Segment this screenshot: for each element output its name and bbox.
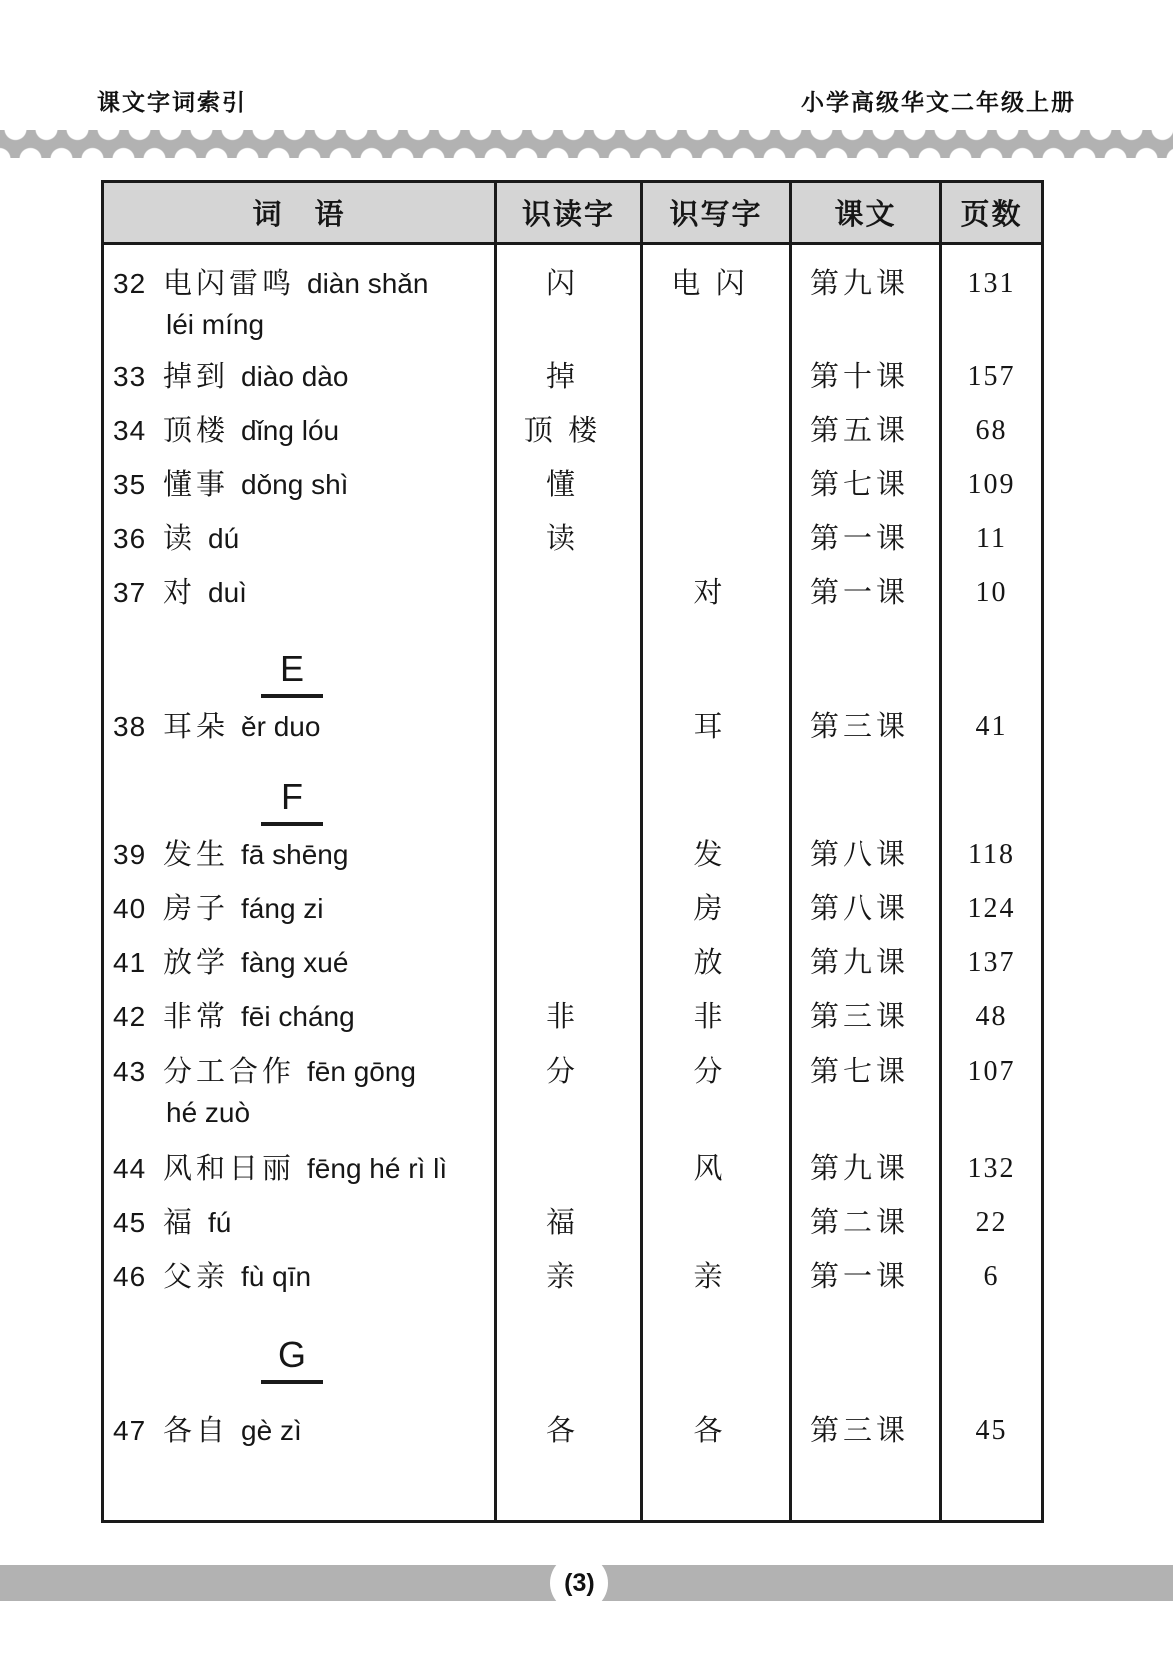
page-number-cell: 11 [939, 512, 1041, 566]
word-pinyin: fáng zi [241, 893, 324, 924]
section-header-g [104, 1304, 1041, 1404]
empty-cell [789, 620, 939, 700]
table-row [104, 1404, 1041, 1458]
row-number: 40 [113, 893, 147, 924]
table-row [104, 882, 1041, 936]
section-cell [104, 754, 494, 828]
header-right-title: 小学高级华文二年级上册 [801, 89, 1076, 115]
row-number: 44 [113, 1153, 147, 1184]
page-number-cell: 41 [939, 700, 1041, 754]
read-char-cell: 闪 [494, 245, 628, 350]
read-char-cell: 顶 楼 [494, 404, 628, 458]
empty-cell [789, 1304, 939, 1404]
word-cell [104, 458, 494, 512]
row-number: 42 [113, 1001, 147, 1032]
section-underline [261, 822, 323, 826]
section-header-e [104, 620, 1041, 700]
word-cell [104, 404, 494, 458]
page-footer-band [0, 1565, 1173, 1601]
section-letter: E [279, 648, 304, 689]
lesson-cell: 第一课 [789, 512, 927, 566]
write-char-cell: 非 [640, 990, 777, 1044]
word-line1 [113, 1054, 494, 1095]
section-header-f [104, 754, 1041, 828]
read-char-cell: 懂 [494, 458, 628, 512]
lesson-cell: 第九课 [789, 1142, 927, 1196]
word-pinyin: dǒng shì [241, 469, 349, 500]
word-chinese: 发生 [163, 839, 230, 871]
col-header-write: 识写字 [640, 183, 789, 242]
word-pinyin: diàn shǎn [307, 268, 429, 299]
read-char-cell: 掉 [494, 350, 628, 404]
empty-cell [640, 754, 789, 828]
empty-cell [494, 1304, 640, 1404]
row-number: 43 [113, 1056, 147, 1087]
page-number-cell: 68 [939, 404, 1041, 458]
row-number: 32 [113, 268, 147, 299]
write-char-cell: 对 [640, 566, 777, 620]
section-block [261, 1334, 323, 1404]
lesson-cell: 第八课 [789, 828, 927, 882]
row-number: 33 [113, 361, 147, 392]
section-underline [261, 1380, 323, 1384]
table-body [104, 245, 1041, 1520]
write-char-cell: 耳 [640, 700, 777, 754]
read-char-cell [494, 882, 628, 936]
empty-cell [494, 1458, 640, 1520]
table-row [104, 1196, 1041, 1250]
page-number-cell: 124 [939, 882, 1041, 936]
word-cell [104, 936, 494, 990]
word-line1 [113, 266, 494, 307]
page-number-cell: 45 [939, 1404, 1041, 1458]
word-pinyin: dǐng lóu [241, 415, 340, 446]
word-pinyin: fù qīn [241, 1261, 312, 1292]
read-char-cell: 各 [494, 1404, 628, 1458]
read-char-cell: 福 [494, 1196, 628, 1250]
write-char-cell [640, 458, 777, 512]
word-cell [104, 1044, 494, 1142]
index-table [101, 180, 1044, 1523]
table-row [104, 1044, 1041, 1142]
page-number-cell: 10 [939, 566, 1041, 620]
lesson-cell: 第五课 [789, 404, 927, 458]
section-letter: F [281, 776, 303, 817]
word-pinyin: ěr duo [241, 711, 321, 742]
word-pinyin-line2: léi míng [166, 309, 265, 340]
write-char-cell: 分 [640, 1044, 777, 1142]
lesson-cell: 第八课 [789, 882, 927, 936]
empty-cell [789, 1458, 939, 1520]
word-cell [104, 882, 494, 936]
table-row [104, 828, 1041, 882]
page-number-cell: 6 [939, 1250, 1041, 1304]
write-char-cell [640, 512, 777, 566]
word-cell [104, 990, 494, 1044]
table-row [104, 990, 1041, 1044]
page-number-cell: 118 [939, 828, 1041, 882]
row-number: 46 [113, 1261, 147, 1292]
empty-cell [494, 754, 640, 828]
empty-cell [939, 1304, 1041, 1404]
word-pinyin: fàng xué [241, 947, 349, 978]
read-char-cell: 非 [494, 990, 628, 1044]
lesson-cell: 第七课 [789, 458, 927, 512]
empty-cell [640, 1458, 789, 1520]
word-chinese: 掉到 [163, 361, 230, 393]
word-chinese: 读 [163, 523, 197, 555]
page-number-cell: 131 [939, 245, 1041, 350]
table-row [104, 404, 1041, 458]
word-cell [104, 245, 494, 350]
section-cell [104, 1304, 494, 1404]
page-number-cell: 132 [939, 1142, 1041, 1196]
row-number: 39 [113, 839, 147, 870]
section-cell [104, 620, 494, 700]
word-pinyin-line2: hé zuò [166, 1097, 251, 1128]
write-char-cell [640, 404, 777, 458]
lesson-cell: 第九课 [789, 245, 927, 350]
row-number: 36 [113, 523, 147, 554]
lesson-cell: 第一课 [789, 566, 927, 620]
section-block [261, 776, 323, 828]
empty-cell [939, 620, 1041, 700]
row-number: 45 [113, 1207, 147, 1238]
table-row [104, 458, 1041, 512]
empty-cell [104, 1458, 494, 1520]
col-header-word: 词 语 [252, 199, 346, 231]
word-cell [104, 700, 494, 754]
word-pinyin: fēng hé rì lì [307, 1153, 448, 1184]
read-char-cell: 分 [494, 1044, 628, 1142]
word-chinese: 顶楼 [163, 415, 230, 447]
write-char-cell [640, 1196, 777, 1250]
word-cell [104, 566, 494, 620]
col-header-read: 识读字 [494, 183, 640, 242]
word-chinese: 懂事 [163, 469, 230, 501]
col-header-lesson: 课文 [789, 183, 939, 242]
write-char-cell: 亲 [640, 1250, 777, 1304]
lesson-cell: 第十课 [789, 350, 927, 404]
lesson-cell: 第九课 [789, 936, 927, 990]
table-row [104, 1250, 1041, 1304]
word-chinese: 福 [163, 1207, 197, 1239]
word-chinese: 房子 [163, 893, 230, 925]
word-chinese: 耳朵 [163, 711, 230, 743]
word-chinese: 对 [163, 577, 197, 609]
word-pinyin: fēn gōng [307, 1056, 417, 1087]
write-char-cell: 风 [640, 1142, 777, 1196]
table-row [104, 245, 1041, 350]
lesson-cell: 第二课 [789, 1196, 927, 1250]
row-number: 41 [113, 947, 147, 978]
lesson-cell: 第七课 [789, 1044, 927, 1142]
word-pinyin: gè zì [241, 1415, 302, 1446]
page-number-cell: 109 [939, 458, 1041, 512]
empty-cell [640, 1304, 789, 1404]
write-char-cell: 电 闪 [640, 245, 777, 350]
word-chinese: 非常 [163, 1001, 230, 1033]
footer-page-number: (3) [564, 1568, 595, 1597]
col-header-page: 页数 [939, 183, 1041, 242]
word-chinese: 各自 [163, 1415, 230, 1447]
table-row [104, 512, 1041, 566]
word-chinese: 风和日丽 [163, 1153, 296, 1185]
empty-cell [789, 754, 939, 828]
page-number-cell: 157 [939, 350, 1041, 404]
page-number-cell: 107 [939, 1044, 1041, 1142]
row-number: 38 [113, 711, 147, 742]
decorative-band [0, 130, 1173, 158]
lesson-cell: 第三课 [789, 990, 927, 1044]
write-char-cell: 放 [640, 936, 777, 990]
empty-cell [640, 620, 789, 700]
section-underline [261, 694, 323, 698]
section-letter: G [277, 1334, 306, 1375]
word-pinyin: fēi cháng [241, 1001, 355, 1032]
word-cell [104, 512, 494, 566]
bottom-spacer-row [104, 1458, 1041, 1520]
word-pinyin: duì [208, 577, 247, 608]
table-row [104, 566, 1041, 620]
empty-cell [939, 1458, 1041, 1520]
row-number: 47 [113, 1415, 147, 1446]
word-pinyin: dú [208, 523, 240, 554]
section-block [261, 648, 323, 700]
word-cell [104, 1142, 494, 1196]
row-number: 34 [113, 415, 147, 446]
word-chinese: 放学 [163, 947, 230, 979]
empty-cell [939, 754, 1041, 828]
read-char-cell: 读 [494, 512, 628, 566]
empty-cell [494, 620, 640, 700]
word-chinese: 父亲 [163, 1261, 230, 1293]
word-cell [104, 1404, 494, 1458]
write-char-cell [640, 350, 777, 404]
table-header-row [104, 183, 1041, 245]
table-row [104, 936, 1041, 990]
word-cell [104, 1250, 494, 1304]
table-row [104, 700, 1041, 754]
read-char-cell [494, 828, 628, 882]
write-char-cell: 发 [640, 828, 777, 882]
row-number: 35 [113, 469, 147, 500]
row-number: 37 [113, 577, 147, 608]
read-char-cell: 亲 [494, 1250, 628, 1304]
read-char-cell [494, 700, 628, 754]
word-cell [104, 1196, 494, 1250]
read-char-cell [494, 936, 628, 990]
write-char-cell: 各 [640, 1404, 777, 1458]
header-left-title: 课文字词索引 [97, 89, 247, 115]
table-row [104, 350, 1041, 404]
word-pinyin: diào dào [241, 361, 349, 392]
word-pinyin: fú [208, 1207, 232, 1238]
lesson-cell: 第一课 [789, 1250, 927, 1304]
table-row [104, 1142, 1041, 1196]
write-char-cell: 房 [640, 882, 777, 936]
page-header [0, 84, 1173, 117]
lesson-cell: 第三课 [789, 1404, 927, 1458]
lesson-cell: 第三课 [789, 700, 927, 754]
word-cell [104, 350, 494, 404]
page-number-cell: 48 [939, 990, 1041, 1044]
page-number-cell: 22 [939, 1196, 1041, 1250]
word-chinese: 分工合作 [163, 1056, 296, 1088]
read-char-cell [494, 566, 628, 620]
page-number-badge [550, 1554, 608, 1612]
word-cell [104, 828, 494, 882]
word-pinyin: fā shēng [241, 839, 349, 870]
page-number-cell: 137 [939, 936, 1041, 990]
word-chinese: 电闪雷鸣 [163, 268, 296, 300]
read-char-cell [494, 1142, 628, 1196]
